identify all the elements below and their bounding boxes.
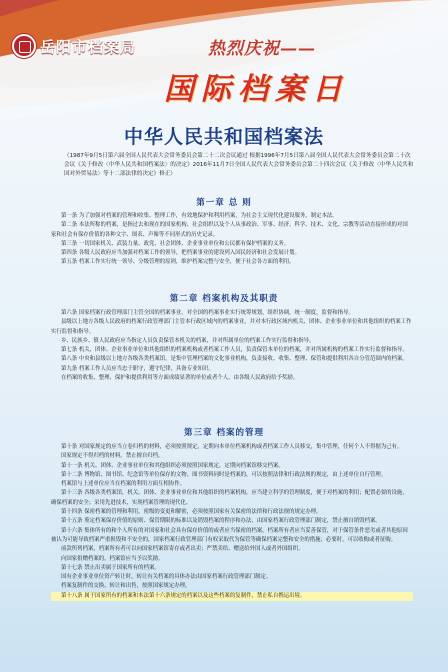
article-paragraph: 第十四条 保密档案的管理和利用，密级的变更和解密，必须按照国家有关保密的法律和行政法规的规定办理。 xyxy=(61,509,322,516)
article-paragraph: 前款所列档案，档案所有者可以向国家档案馆寄存或者出卖；严禁卖给、赠送给外国人或者外国组织。 xyxy=(61,546,304,553)
article-paragraph: 档案复制件的交换、转让和出售，按照国家规定办理。 xyxy=(61,583,191,590)
chapter-2-body xyxy=(51,309,413,383)
article-paragraph: 第十三条 各级各类档案馆，机关、团体、企业事业单位和其他组织的档案机构，应当建立科学的管理制度，便于对档案的利用；配置必要的设施，确保档案的安全；采用先进技术，实现档案管理的现代化。 xyxy=(51,490,408,506)
article-paragraph: 第四条 各级人民政府应当加强对档案工作的领导，把档案事业的建设列入国民经济和社会发展计划。 xyxy=(61,250,300,257)
article-paragraph: 档案馆与上述单位应当在档案的利用方面互相协作。 xyxy=(61,481,185,488)
article-paragraph: 在档案的收集、整理、保护和提供利用等方面成绩显著的单位或者个人，由各级人民政府给予奖励。 xyxy=(61,375,299,382)
chapter-3-body xyxy=(51,443,413,601)
chapter-3-heading: 第三章 档案的管理 xyxy=(184,428,264,438)
article-paragraph: 国家规定不得归档的材料，禁止擅自归档。 xyxy=(61,453,164,460)
logo-text: 岳阳市档案局 xyxy=(40,37,137,56)
article-paragraph: 第十二条 博物馆、图书馆、纪念馆等单位保存的文物、图书资料同时是档案的，可以按照法律和行政法规的规定，由上述单位自行管理。 xyxy=(61,471,387,478)
article-paragraph: 乡、民族乡、镇人民政府应当指定人员负责保管本机关的档案，并对所属单位的档案工作实行监督和指导。 xyxy=(61,337,315,344)
archives-bureau-logo xyxy=(12,34,136,58)
chapter-1-heading: 第一章 总 则 xyxy=(196,198,252,208)
celebrate-heading: 热烈庆祝—— xyxy=(208,39,316,59)
article-paragraph: 第十六条 集体所有的和个人所有的对国家和社会具有保存价值的或者应当保密的档案，档案所有者应当妥善保管，对于保管条件恶劣或者其他原因被认为可能导致档案严重损毁和不安全的，国家档案行政管理部门有权采取代为保管等确保档案完整和安全的措施；必要时，可以收购或者征购。 xyxy=(51,527,408,543)
article-paragraph: 第一条 为了加强对档案的管理和收集、整理工作，有效地保护和利用档案，为社会主义现代化建设服务，制定本法。 xyxy=(61,213,338,219)
article-paragraph: 县级以上地方各级人民政府的档案行政管理部门主管本行政区域内的档案事业，并对本行政区域内机关、团体、企业事业单位和其他组织的档案工作实行监督和指导。 xyxy=(51,319,412,335)
archives-day-title: 国际档案日 xyxy=(164,72,349,107)
article-paragraph: 第八条 中央和县级以上地方各级各类档案馆，是集中管理档案的文化事业机构，负责接收、收集、整理、保管和提供利用各自分管范围内的档案。 xyxy=(61,356,408,363)
article-paragraph: 第二条 本法所称的档案，是指过去和现在的国家机构、社会组织以及个人从事政治、军事、经济、科学、技术、文化、宗教等活动直接形成的对国家和社会有保存价值的各种文字、图表、声像等不同形式的历史记录。 xyxy=(51,222,408,238)
adoption-note: （1987年9月5日第六届全国人民代表大会常务委员会第二十二次会议通过 根据1996年7月5日第八届全国人民代表大会常务委员会第二十次会议《关于修改〈中华人民共和国档案法〉的决定》2016年11月7日全国人民代表大会常务委员会第二十四次会议《关于修改〈中华人民共和国对外贸易法〉等十二部法律的决定》修正） xyxy=(64,153,414,177)
article-paragraph: 第十一条 机关、团体、企业事业单位和其他组织必须按照国家规定，定期向档案馆移交档案。 xyxy=(61,462,284,469)
article-paragraph: 第十八条 属于国家所有的档案和本法第十六条规定的档案以及这些档案的复制件，禁止私自携运出境。 xyxy=(51,592,413,601)
article-paragraph: 第十条 对国家规定的应当立卷归档的材料，必须按照规定，定期向本单位档案机构或者档案工作人员移交，集中管理，任何个人不得据为己有。 xyxy=(61,444,403,450)
chapter-2-heading: 第二章 档案机构及其职责 xyxy=(169,294,279,304)
article-paragraph: 第十五条 鉴定档案保存价值的原则、保管期限的标准以及销毁档案的程序和办法，由国家档案行政管理部门制定，禁止擅自销毁档案。 xyxy=(61,518,381,525)
article-paragraph: 向国家捐赠档案的，档案馆应当予以奖励。 xyxy=(61,555,164,562)
article-paragraph: 第七条 机关、团体、企业事业单位和其他组织的档案机构或者档案工作人员，负责保管本单位的档案，并对所属机构的档案工作实行监督和指导。 xyxy=(61,347,408,354)
article-paragraph: 第十七条 禁止出卖属于国家所有的档案。 xyxy=(61,564,160,571)
article-paragraph: 国有企业事业单位资产转让时，转让有关档案的具体办法由国家档案行政管理部门制定。 xyxy=(61,574,272,581)
article-paragraph: 第五条 档案工作实行统一领导、分级管理的原则，维护档案完整与安全，便于社会各方面的利用。 xyxy=(61,259,295,266)
law-title: 中华人民共和国档案法 xyxy=(123,126,324,148)
chapter-1-body xyxy=(51,212,413,268)
seal-icon xyxy=(12,34,36,58)
article-paragraph: 第九条 档案工作人员应当忠于职守，遵守纪律，具备专业知识。 xyxy=(61,365,214,372)
article-paragraph: 第三条 一切国家机关、武装力量、政党、社会团体、企业事业单位和公民都有保护档案的义务。 xyxy=(61,240,290,247)
article-paragraph: 第六条 国家档案行政管理部门主管全国的档案事业，对全国的档案事业实行统筹规划，组织协调，统一制度，监督和指导。 xyxy=(61,310,354,316)
